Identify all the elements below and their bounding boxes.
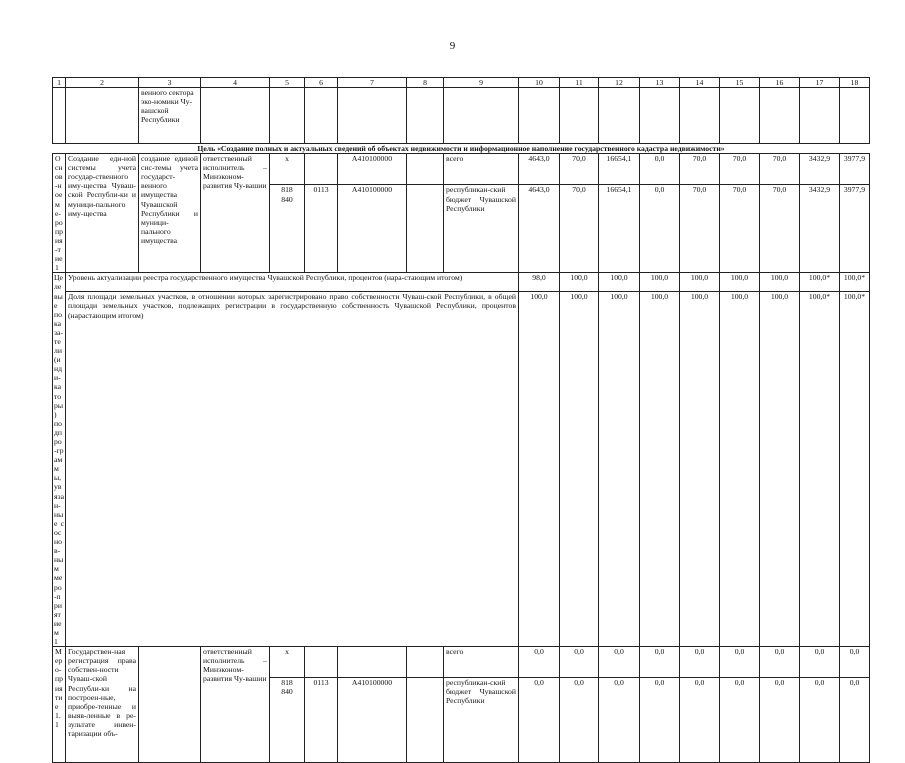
value-cell: 100,0 <box>760 273 800 292</box>
value-cell: 70,0 <box>720 185 760 273</box>
targets-label: Целевые показа-тели (инди-каторы) подпро-граммы, увязан-ные с основ-ным меро-приятием 1 <box>54 273 64 647</box>
page-number: 9 <box>449 40 456 52</box>
column-number-cell: 4 <box>201 78 270 88</box>
event11-source-budget: республикан-ский бюджет Чувашской Республики <box>444 677 519 763</box>
event1-title: Создание еди-ной системы учета государ-ственного иму-щества Чуваш-ской Республи-ки и муници-пального иму-щества <box>66 154 139 273</box>
value-cell: 100,0* <box>800 273 840 292</box>
value-cell: 0,0 <box>640 677 680 763</box>
value-cell: 3977,9 <box>840 154 870 185</box>
value-cell: 100,0 <box>519 292 560 647</box>
value-cell: 0,0 <box>760 677 800 763</box>
event11-c6-total <box>305 647 338 678</box>
value-cell: 100,0 <box>640 273 680 292</box>
column-number-cell: 7 <box>338 78 407 88</box>
event1-c7-budget: А410100000 <box>338 185 407 273</box>
value-cell: 100,0 <box>560 273 599 292</box>
value-cell: 0,0 <box>560 677 599 763</box>
value-cell: 100,0 <box>599 273 640 292</box>
program-table <box>52 77 870 763</box>
target2-text: Доля площади земельных участков, в отношении которых зарегистрировано право собственности Чуваш-ской Республики, в общей площади земельных участков, подлежащих регистрации в государственную собственность Чувашской Республики, процентов (нарастающим итогом) <box>66 292 519 647</box>
event1-c5-b: 840 <box>281 194 293 204</box>
value-cell: 100,0 <box>599 292 640 647</box>
event1-c7-total: А410100000 <box>338 154 407 185</box>
value-cell: 100,0* <box>840 273 870 292</box>
column-number-cell: 12 <box>599 78 640 88</box>
event1-c6-total <box>305 154 338 185</box>
column-number-cell: 13 <box>640 78 680 88</box>
value-cell: 3977,9 <box>840 185 870 273</box>
value-cell: 0,0 <box>599 647 640 678</box>
value-cell: 70,0 <box>760 154 800 185</box>
value-cell: 0,0 <box>800 647 840 678</box>
value-cell: 16654,1 <box>599 154 640 185</box>
value-cell: 100,0* <box>840 292 870 647</box>
value-cell: 4643,0 <box>519 185 560 273</box>
event11-executor: ответственный исполнитель – Минэконом-развития Чу-вашии <box>201 647 270 763</box>
column-number-cell: 11 <box>560 78 599 88</box>
value-cell: 0,0 <box>680 677 720 763</box>
value-cell: 0,0 <box>599 677 640 763</box>
value-cell: 70,0 <box>680 154 720 185</box>
column-number-cell: 16 <box>760 78 800 88</box>
value-cell: 100,0 <box>720 273 760 292</box>
event11-c6-budget: 0113 <box>305 677 338 763</box>
value-cell: 100,0 <box>560 292 599 647</box>
value-cell: 0,0 <box>720 677 760 763</box>
column-number-cell: 15 <box>720 78 760 88</box>
value-cell: 70,0 <box>720 154 760 185</box>
event1-executor: ответственный исполнитель – Минэконом-развития Чу-вашии <box>201 154 270 273</box>
column-number-cell: 1 <box>53 78 66 88</box>
value-cell: 3432,9 <box>800 185 840 273</box>
value-cell: 70,0 <box>560 185 599 273</box>
value-cell: 98,0 <box>519 273 560 292</box>
event1-source-total: всего <box>444 154 519 185</box>
value-cell: 0,0 <box>800 677 840 763</box>
value-cell: 16654,1 <box>599 185 640 273</box>
value-cell: 0,0 <box>680 647 720 678</box>
column-number-cell: 9 <box>444 78 519 88</box>
value-cell: 0,0 <box>519 647 560 678</box>
value-cell: 0,0 <box>640 185 680 273</box>
target2-row <box>53 292 870 647</box>
column-number-cell: 18 <box>840 78 870 88</box>
event11-c5-b: 840 <box>281 686 293 696</box>
value-cell: 100,0* <box>800 292 840 647</box>
value-cell: 100,0 <box>760 292 800 647</box>
value-cell: 0,0 <box>840 677 870 763</box>
event1-goal-ref: создание единой сис-темы учета государст-венного имущества Чувашской Республики и муници-пального имущества <box>139 154 201 273</box>
value-cell: 0,0 <box>519 677 560 763</box>
column-number-cell: 2 <box>66 78 139 88</box>
event11-c5-total: x <box>270 647 305 678</box>
value-cell: 100,0 <box>680 292 720 647</box>
event1-c6-budget: 0113 <box>305 185 338 273</box>
event11-name: Меро-приятие 1.1 <box>53 647 66 763</box>
column-number-cell: 10 <box>519 78 560 88</box>
event11-total-row <box>53 647 870 678</box>
value-cell: 0,0 <box>720 647 760 678</box>
column-number-cell: 5 <box>270 78 305 88</box>
value-cell: 0,0 <box>640 154 680 185</box>
value-cell: 100,0 <box>640 292 680 647</box>
value-cell: 0,0 <box>640 647 680 678</box>
event1-name: Основ-ное ме-роприя-тие 1 <box>53 154 66 273</box>
event11-source-total: всего <box>444 647 519 678</box>
column-number-cell: 6 <box>305 78 338 88</box>
value-cell: 100,0 <box>680 273 720 292</box>
continuation-cell: венного сектора эко-номики Чу-вашской Республики <box>139 88 201 144</box>
value-cell: 0,0 <box>840 647 870 678</box>
value-cell: 70,0 <box>560 154 599 185</box>
goal-title: Цель «Создание полных и актуальных сведений об объектах недвижимости и информационное наполнение государственного кадастра недвижимости» <box>53 144 870 154</box>
column-number-cell: 3 <box>139 78 201 88</box>
event11-c7-total <box>338 647 407 678</box>
value-cell: 0,0 <box>560 647 599 678</box>
continuation-row <box>53 88 870 144</box>
value-cell: 3432,9 <box>800 154 840 185</box>
event1-source-budget: республикан-ский бюджет Чувашской Республики <box>444 185 519 273</box>
event1-c5-total: x <box>270 154 305 185</box>
event1-c5-a: 818 <box>281 185 293 195</box>
column-number-row <box>53 78 870 88</box>
target1-row <box>53 273 870 292</box>
event11-c5-a: 818 <box>281 677 293 687</box>
value-cell: 0,0 <box>760 647 800 678</box>
event1-total-row <box>53 154 870 185</box>
value-cell: 4643,0 <box>519 154 560 185</box>
target1-text: Уровень актуализации реестра государственного имущества Чувашской Республики, процентов (нара-стающим итогом) <box>66 273 519 292</box>
event11-c7-budget: А410100000 <box>338 677 407 763</box>
value-cell: 70,0 <box>680 185 720 273</box>
column-number-cell: 14 <box>680 78 720 88</box>
column-number-cell: 8 <box>407 78 444 88</box>
goal-row <box>53 144 870 154</box>
value-cell: 70,0 <box>760 185 800 273</box>
column-number-cell: 17 <box>800 78 840 88</box>
value-cell: 100,0 <box>720 292 760 647</box>
event11-title: Государствен-ная регистрация права собствен-ности Чуваш-ской Республи-ки на построен-ные, приобре-тенные и выяв-ленные в ре-зультате инвен-таризации объ- <box>66 647 139 763</box>
